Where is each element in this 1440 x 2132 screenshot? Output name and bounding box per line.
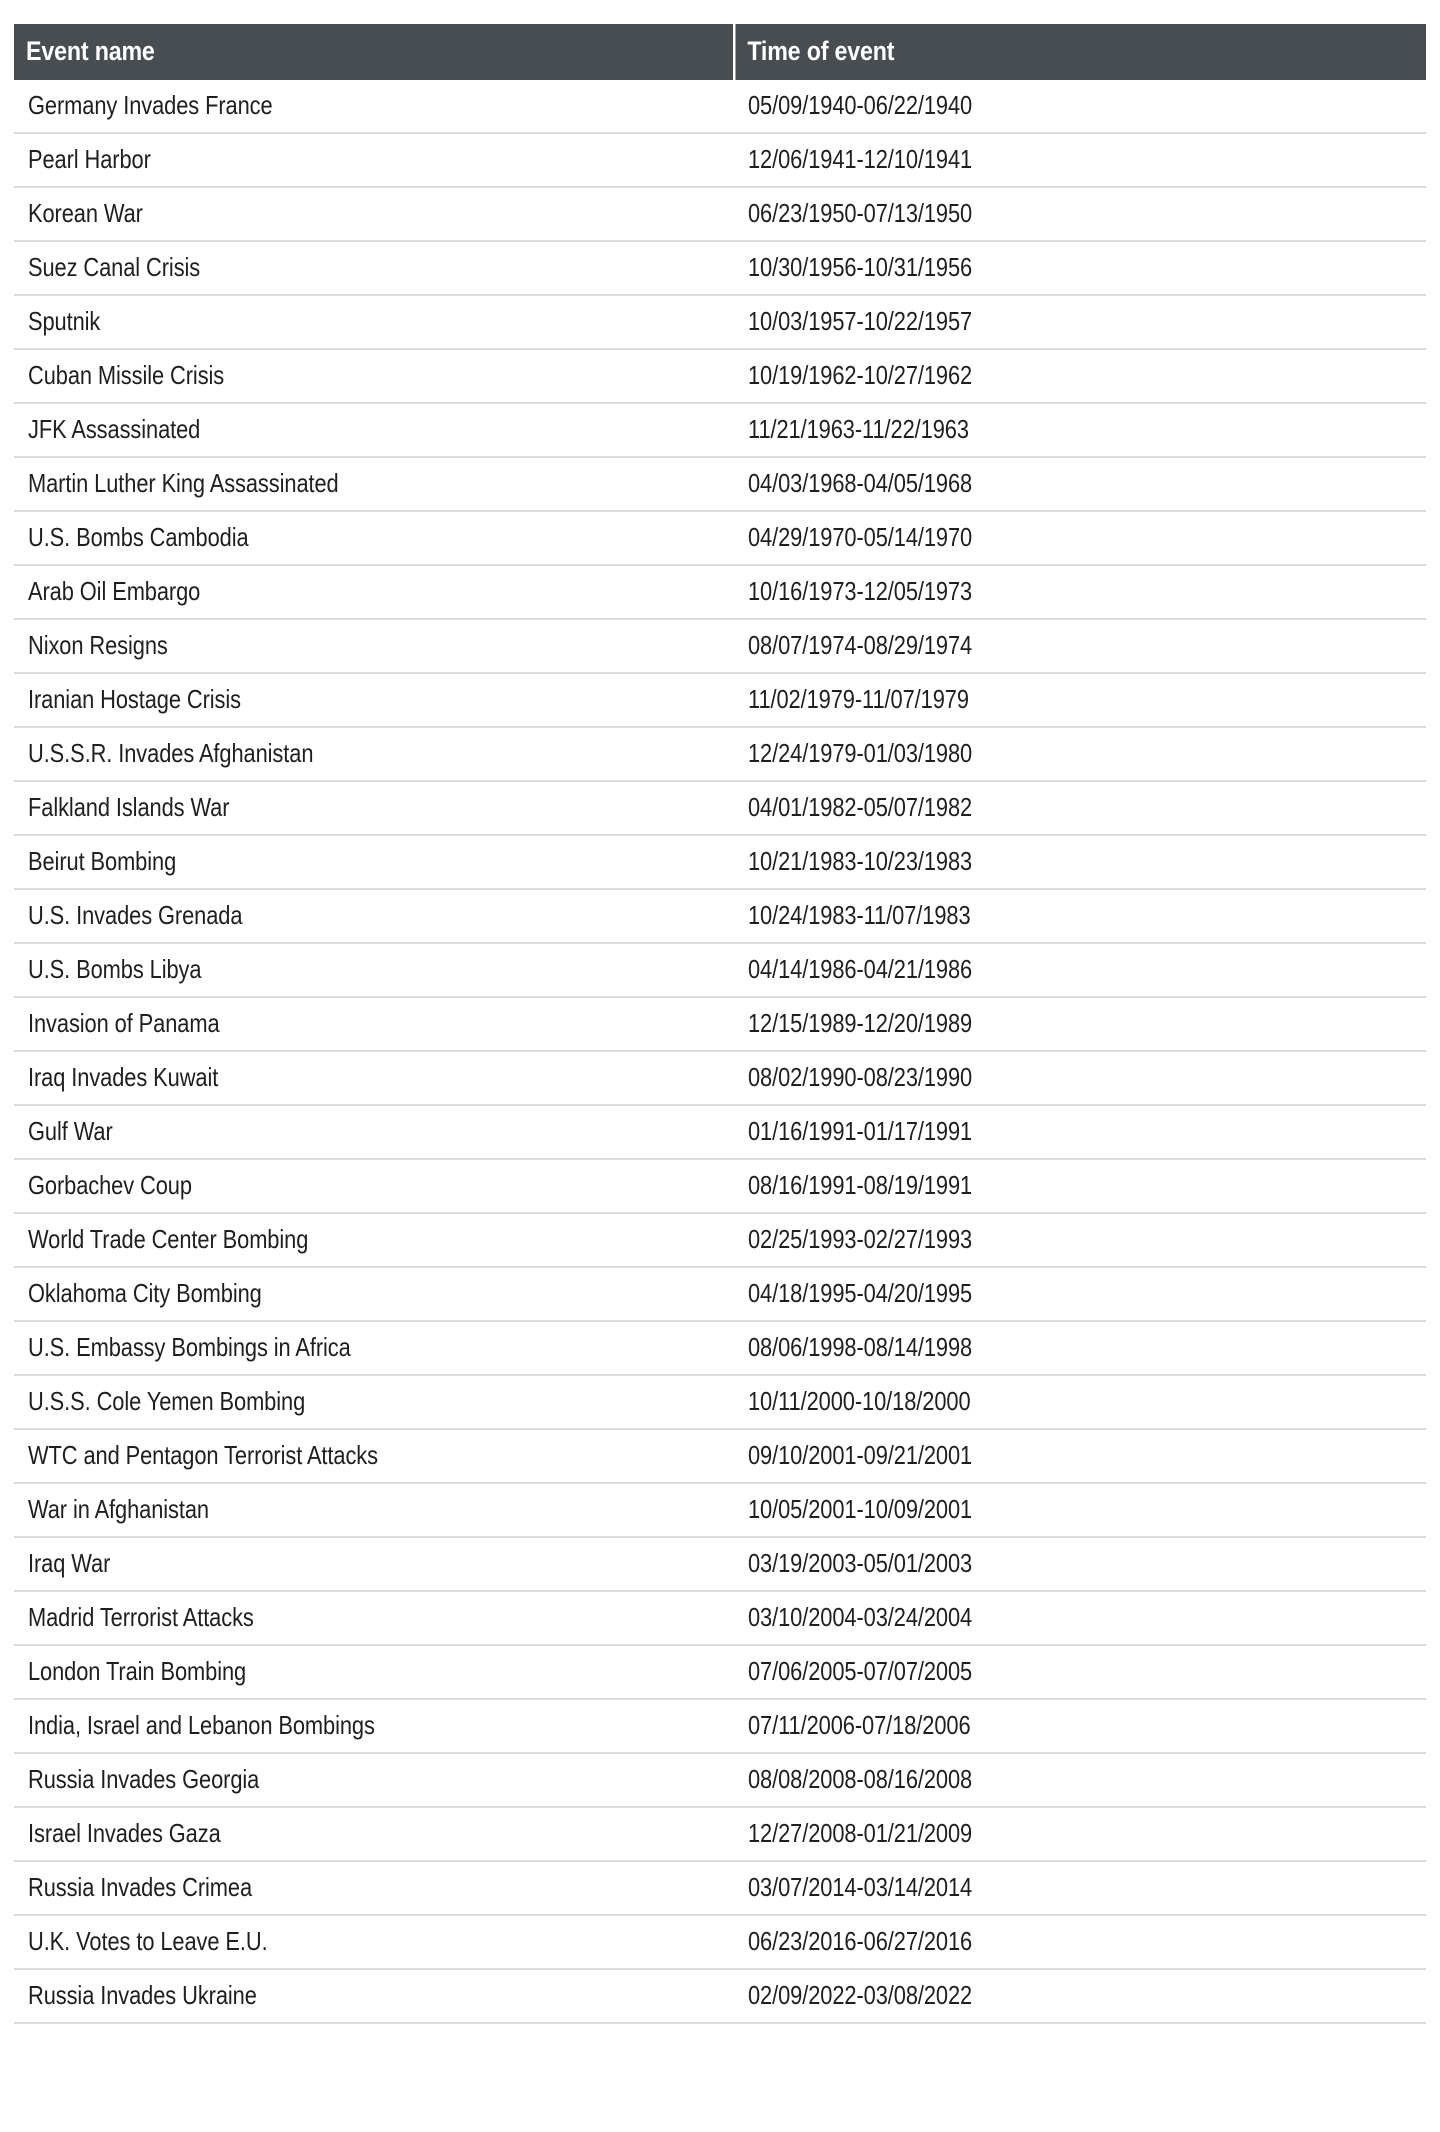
event-name-text: Martin Luther King Assassinated <box>28 468 339 498</box>
cell-event-name <box>14 889 734 943</box>
event-name-text: Sputnik <box>28 306 101 336</box>
table-row[interactable] <box>14 889 1426 943</box>
time-of-event-text: 10/19/1962-10/27/1962 <box>748 360 973 390</box>
time-of-event-text: 08/06/1998-08/14/1998 <box>748 1332 973 1362</box>
time-of-event-text: 03/07/2014-03/14/2014 <box>748 1872 973 1902</box>
cell-event-name <box>14 1753 734 1807</box>
time-of-event-text: 04/29/1970-05/14/1970 <box>748 522 973 552</box>
cell-time-of-event <box>734 1483 1426 1537</box>
cell-event-name <box>14 1429 734 1483</box>
cell-event-name <box>14 241 734 295</box>
cell-time-of-event <box>734 943 1426 997</box>
event-name-text: WTC and Pentagon Terrorist Attacks <box>28 1440 378 1470</box>
table-row[interactable] <box>14 1267 1426 1321</box>
time-of-event-text: 12/24/1979-01/03/1980 <box>748 738 973 768</box>
cell-event-name <box>14 619 734 673</box>
event-name-text: Gulf War <box>28 1116 113 1146</box>
time-of-event-text: 06/23/2016-06/27/2016 <box>748 1926 973 1956</box>
event-name-text: World Trade Center Bombing <box>28 1224 309 1254</box>
cell-event-name <box>14 781 734 835</box>
cell-time-of-event <box>734 1861 1426 1915</box>
cell-time-of-event <box>734 187 1426 241</box>
time-of-event-text: 10/21/1983-10/23/1983 <box>748 846 973 876</box>
table-row[interactable] <box>14 1699 1426 1753</box>
cell-time-of-event <box>734 1375 1426 1429</box>
cell-time-of-event <box>734 80 1426 133</box>
cell-event-name <box>14 1267 734 1321</box>
cell-event-name <box>14 1537 734 1591</box>
event-name-text: India, Israel and Lebanon Bombings <box>28 1710 375 1740</box>
cell-time-of-event <box>734 1159 1426 1213</box>
cell-time-of-event <box>734 457 1426 511</box>
cell-time-of-event <box>734 727 1426 781</box>
event-name-text: War in Afghanistan <box>28 1494 209 1524</box>
table-row[interactable] <box>14 1375 1426 1429</box>
cell-event-name <box>14 295 734 349</box>
event-name-text: Gorbachev Coup <box>28 1170 192 1200</box>
table-row[interactable] <box>14 781 1426 835</box>
cell-event-name <box>14 943 734 997</box>
cell-time-of-event <box>734 835 1426 889</box>
table-row[interactable] <box>14 1429 1426 1483</box>
column-header-time-of-event-label: Time of event <box>747 36 895 66</box>
cell-time-of-event <box>734 1051 1426 1105</box>
event-name-text: Cuban Missile Crisis <box>28 360 225 390</box>
time-of-event-text: 04/03/1968-04/05/1968 <box>748 468 973 498</box>
time-of-event-text: 08/08/2008-08/16/2008 <box>748 1764 973 1794</box>
cell-time-of-event <box>734 403 1426 457</box>
cell-time-of-event <box>734 1429 1426 1483</box>
time-of-event-text: 03/19/2003-05/01/2003 <box>748 1548 973 1578</box>
time-of-event-text: 09/10/2001-09/21/2001 <box>748 1440 973 1470</box>
time-of-event-text: 05/09/1940-06/22/1940 <box>748 90 973 120</box>
cell-event-name <box>14 349 734 403</box>
event-name-text: Beirut Bombing <box>28 846 177 876</box>
cell-time-of-event <box>734 1321 1426 1375</box>
table-row[interactable] <box>14 187 1426 241</box>
event-name-text: U.S.S.R. Invades Afghanistan <box>28 738 314 768</box>
cell-event-name <box>14 727 734 781</box>
cell-event-name <box>14 1969 734 2023</box>
time-of-event-text: 02/25/1993-02/27/1993 <box>748 1224 973 1254</box>
cell-time-of-event <box>734 1105 1426 1159</box>
time-of-event-text: 07/06/2005-07/07/2005 <box>748 1656 973 1686</box>
table-row[interactable] <box>14 565 1426 619</box>
time-of-event-text: 04/01/1982-05/07/1982 <box>748 792 973 822</box>
cell-event-name <box>14 187 734 241</box>
column-header-time-of-event[interactable] <box>734 24 1329 80</box>
table-row[interactable] <box>14 241 1426 295</box>
cell-time-of-event <box>734 1807 1426 1861</box>
table-row[interactable] <box>14 673 1426 727</box>
cell-event-name <box>14 1213 734 1267</box>
event-name-text: U.S.S. Cole Yemen Bombing <box>28 1386 306 1416</box>
event-name-text: Falkland Islands War <box>28 792 230 822</box>
cell-time-of-event <box>734 997 1426 1051</box>
event-name-text: Oklahoma City Bombing <box>28 1278 262 1308</box>
event-name-text: Iraq War <box>28 1548 111 1578</box>
table-row[interactable] <box>14 1051 1426 1105</box>
event-name-text: Russia Invades Ukraine <box>28 1980 257 2010</box>
events-table <box>14 24 1426 2024</box>
time-of-event-text: 02/09/2022-03/08/2022 <box>748 1980 973 2010</box>
cell-event-name <box>14 1645 734 1699</box>
cell-time-of-event <box>734 133 1426 187</box>
table-row[interactable] <box>14 457 1426 511</box>
time-of-event-text: 10/30/1956-10/31/1956 <box>748 252 973 282</box>
cell-event-name <box>14 1699 734 1753</box>
table-row[interactable] <box>14 1537 1426 1591</box>
cell-event-name <box>14 80 734 133</box>
table-header <box>14 24 1426 80</box>
table-row[interactable] <box>14 1753 1426 1807</box>
event-name-text: Iranian Hostage Crisis <box>28 684 242 714</box>
event-name-text: JFK Assassinated <box>28 414 201 444</box>
event-name-text: U.K. Votes to Leave E.U. <box>28 1926 268 1956</box>
time-of-event-text: 08/07/1974-08/29/1974 <box>748 630 973 660</box>
table-row[interactable] <box>14 1213 1426 1267</box>
cell-event-name <box>14 457 734 511</box>
table-row[interactable] <box>14 1969 1426 2023</box>
event-name-text: Madrid Terrorist Attacks <box>28 1602 254 1632</box>
time-of-event-text: 12/27/2008-01/21/2009 <box>748 1818 973 1848</box>
event-name-text: Pearl Harbor <box>28 144 151 174</box>
time-of-event-text: 11/21/1963-11/22/1963 <box>748 414 969 444</box>
cell-event-name <box>14 1105 734 1159</box>
event-name-text: London Train Bombing <box>28 1656 247 1686</box>
event-name-text: Nixon Resigns <box>28 630 168 660</box>
cell-event-name <box>14 1159 734 1213</box>
cell-time-of-event <box>734 1915 1426 1969</box>
time-of-event-text: 10/11/2000-10/18/2000 <box>748 1386 971 1416</box>
cell-event-name <box>14 133 734 187</box>
table-row[interactable] <box>14 835 1426 889</box>
event-name-text: Germany Invades France <box>28 90 273 120</box>
table-row[interactable] <box>14 295 1426 349</box>
time-of-event-text: 08/16/1991-08/19/1991 <box>748 1170 973 1200</box>
time-of-event-text: 12/06/1941-12/10/1941 <box>748 144 973 174</box>
cell-event-name <box>14 1915 734 1969</box>
time-of-event-text: 06/23/1950-07/13/1950 <box>748 198 973 228</box>
cell-time-of-event <box>734 1699 1426 1753</box>
table-header-row <box>14 24 1426 80</box>
time-of-event-text: 04/18/1995-04/20/1995 <box>748 1278 973 1308</box>
event-name-text: U.S. Invades Grenada <box>28 900 243 930</box>
event-name-text: Russia Invades Georgia <box>28 1764 260 1794</box>
event-name-text: Suez Canal Crisis <box>28 252 201 282</box>
column-header-event-name-label: Event name <box>26 36 155 66</box>
cell-time-of-event <box>734 673 1426 727</box>
event-name-text: Russia Invades Crimea <box>28 1872 253 1902</box>
event-name-text: U.S. Embassy Bombings in Africa <box>28 1332 351 1362</box>
cell-event-name <box>14 1861 734 1915</box>
cell-time-of-event <box>734 1213 1426 1267</box>
cell-event-name <box>14 673 734 727</box>
time-of-event-text: 12/15/1989-12/20/1989 <box>748 1008 973 1038</box>
event-name-text: Invasion of Panama <box>28 1008 220 1038</box>
cell-time-of-event <box>734 349 1426 403</box>
cell-time-of-event <box>734 1537 1426 1591</box>
table-row[interactable] <box>14 511 1426 565</box>
cell-time-of-event <box>734 1753 1426 1807</box>
cell-time-of-event <box>734 511 1426 565</box>
cell-event-name <box>14 1375 734 1429</box>
time-of-event-text: 03/10/2004-03/24/2004 <box>748 1602 973 1632</box>
column-header-event-name[interactable] <box>14 24 633 80</box>
time-of-event-text: 04/14/1986-04/21/1986 <box>748 954 973 984</box>
events-table-wrapper <box>14 24 1426 2024</box>
table-row[interactable] <box>14 619 1426 673</box>
cell-time-of-event <box>734 295 1426 349</box>
cell-time-of-event <box>734 1969 1426 2023</box>
event-name-text: Iraq Invades Kuwait <box>28 1062 219 1092</box>
table-row[interactable] <box>14 1591 1426 1645</box>
time-of-event-text: 10/05/2001-10/09/2001 <box>748 1494 973 1524</box>
cell-event-name <box>14 997 734 1051</box>
time-of-event-text: 10/16/1973-12/05/1973 <box>748 576 973 606</box>
event-name-text: Israel Invades Gaza <box>28 1818 221 1848</box>
cell-event-name <box>14 1591 734 1645</box>
cell-time-of-event <box>734 781 1426 835</box>
table-row[interactable] <box>14 1915 1426 1969</box>
time-of-event-text: 07/11/2006-07/18/2006 <box>748 1710 971 1740</box>
table-row[interactable] <box>14 1861 1426 1915</box>
cell-time-of-event <box>734 619 1426 673</box>
time-of-event-text: 11/02/1979-11/07/1979 <box>748 684 969 714</box>
time-of-event-text: 08/02/1990-08/23/1990 <box>748 1062 973 1092</box>
table-row[interactable] <box>14 1807 1426 1861</box>
table-row[interactable] <box>14 1105 1426 1159</box>
cell-event-name <box>14 835 734 889</box>
cell-event-name <box>14 565 734 619</box>
cell-event-name <box>14 403 734 457</box>
table-row[interactable] <box>14 1645 1426 1699</box>
event-name-text: Korean War <box>28 198 143 228</box>
table-row[interactable] <box>14 1321 1426 1375</box>
table-body <box>14 80 1426 2023</box>
table-row[interactable] <box>14 727 1426 781</box>
cell-time-of-event <box>734 1645 1426 1699</box>
event-name-text: U.S. Bombs Libya <box>28 954 202 984</box>
cell-time-of-event <box>734 241 1426 295</box>
time-of-event-text: 01/16/1991-01/17/1991 <box>748 1116 973 1146</box>
cell-time-of-event <box>734 889 1426 943</box>
cell-event-name <box>14 1051 734 1105</box>
cell-time-of-event <box>734 1267 1426 1321</box>
table-row[interactable] <box>14 943 1426 997</box>
cell-time-of-event <box>734 1591 1426 1645</box>
cell-event-name <box>14 1807 734 1861</box>
event-name-text: Arab Oil Embargo <box>28 576 201 606</box>
table-row[interactable] <box>14 997 1426 1051</box>
table-row[interactable] <box>14 403 1426 457</box>
table-row[interactable] <box>14 1159 1426 1213</box>
table-row[interactable] <box>14 349 1426 403</box>
table-row[interactable] <box>14 80 1426 133</box>
cell-event-name <box>14 1483 734 1537</box>
time-of-event-text: 10/24/1983-11/07/1983 <box>748 900 971 930</box>
cell-event-name <box>14 1321 734 1375</box>
cell-event-name <box>14 511 734 565</box>
event-name-text: U.S. Bombs Cambodia <box>28 522 249 552</box>
table-row[interactable] <box>14 1483 1426 1537</box>
time-of-event-text: 10/03/1957-10/22/1957 <box>748 306 973 336</box>
cell-time-of-event <box>734 565 1426 619</box>
table-row[interactable] <box>14 133 1426 187</box>
